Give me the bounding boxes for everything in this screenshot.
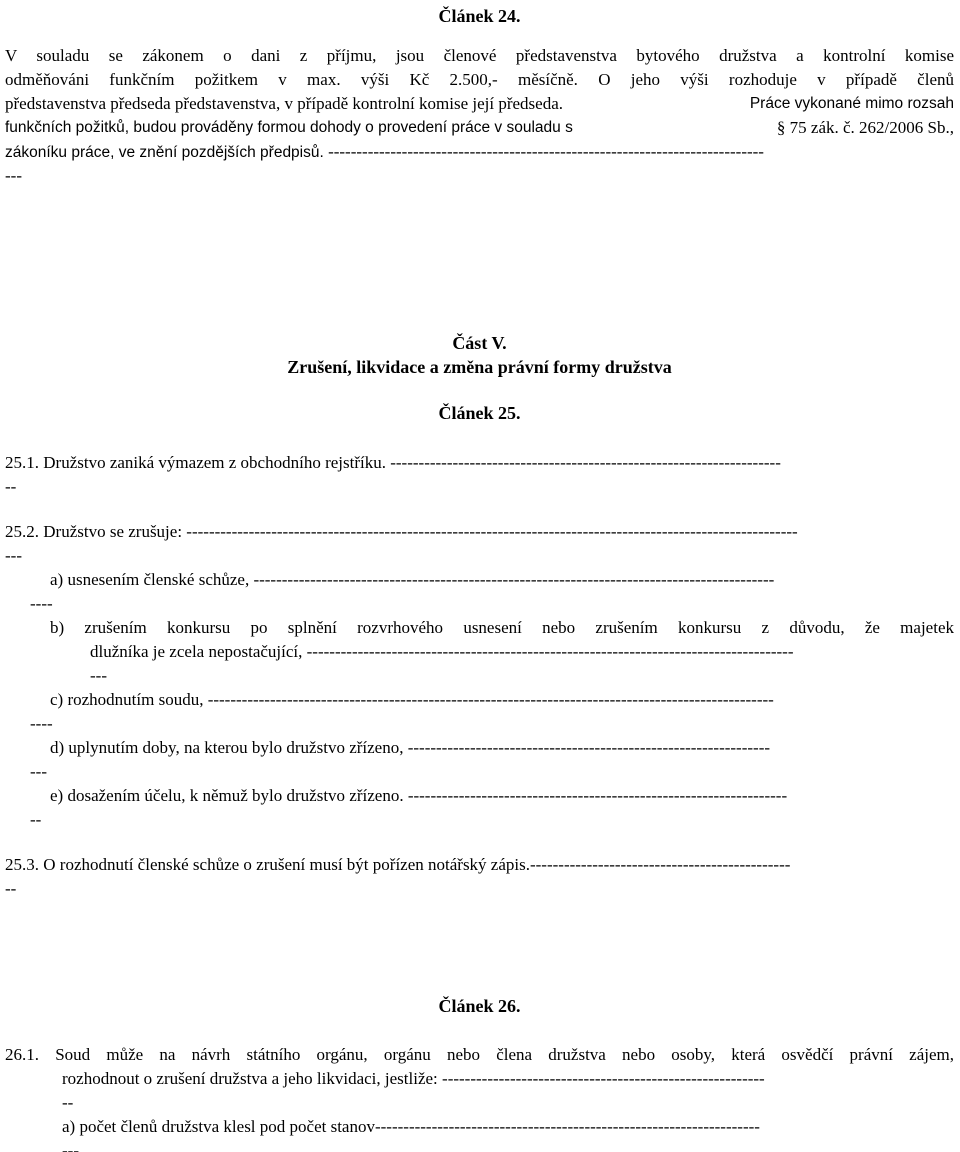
article-26-item-a-line-2: --- (62, 1141, 79, 1152)
article-25-item-b-line-3: --- (90, 666, 107, 685)
article-24-line-6: --- (5, 166, 22, 185)
article-25-p1 (5, 451, 954, 499)
article-25-item-b-line-2: dlužníka je zcela nepostačující, -------------------------------------------------------------------------------------- (90, 642, 794, 661)
article-24-line-1: V souladu se zákonem o dani z příjmu, jsou členové představenstva bytového družstva a kontrolní komise (5, 46, 954, 65)
article-24-line-3-serif: představenstva předseda představenstva, v případě kontrolní komise její předseda. (5, 94, 563, 113)
article-24-line-2: odměňováni funkčním požitkem v max. výši Kč 2.500,- měsíčně. O jeho výši rozhoduje v případě členů (5, 70, 954, 89)
article-25-p2-line-1: 25.2. Družstvo se zrušuje: ------------------------------------------------------------------------------------------------------------ (5, 522, 798, 541)
article-25-p2 (5, 520, 954, 568)
article-25-item-a-line-1: a) usnesením členské schůze, -------------------------------------------------------------------------------------------- (50, 570, 775, 589)
article-26-item-a-line-1: a) počet členů družstva klesl pod počet stanov-------------------------------------------------------------------- (62, 1117, 760, 1136)
article-26-p1 (5, 1043, 954, 1115)
article-25-item-b (5, 616, 954, 688)
article-25-item-a-line-2: ---- (30, 594, 53, 613)
part-5-title: Část V. (452, 333, 507, 353)
article-25-item-e (5, 784, 954, 832)
article-26-p1-line-1: 26.1. Soud může na návrh státního orgánu, orgánu nebo člena družstva nebo osoby, která osvědčí právní zájem, (5, 1045, 954, 1064)
article-25-item-b-line-1: b) zrušením konkursu po splnění rozvrhového usnesení nebo zrušením konkursu z důvodu, že majetek (50, 618, 954, 637)
article-25-p3-line-2: -- (5, 879, 17, 898)
article-25-item-d (5, 736, 954, 784)
article-24-line-3 (5, 92, 954, 116)
article-26-p1-line-3: -- (62, 1093, 74, 1112)
part-5-subtitle: Zrušení, likvidace a změna právní formy družstva (287, 357, 672, 377)
article-25-p3 (5, 853, 954, 901)
article-25-item-c-line-1: c) rozhodnutím soudu, ---------------------------------------------------------------------------------------------------- (50, 690, 774, 709)
article-26-title: Článek 26. (438, 996, 521, 1016)
article-25-item-d-line-1: d) uplynutím doby, na kterou bylo družstvo zřízeno, ---------------------------------------------------------------- (50, 738, 771, 757)
article-25-item-e-line-1: e) dosažením účelu, k němuž bylo družstvo zřízeno. ------------------------------------------------------------------- (50, 786, 788, 805)
article-24-line-5 (5, 140, 954, 164)
article-25-p3-line-1: 25.3. O rozhodnutí členské schůze o zrušení musí být pořízen notářský zápis.---------------------------------------------- (5, 855, 791, 874)
article-26-p1-line-2: rozhodnout o zrušení družstva a jeho likvidaci, jestliže: --------------------------------------------------------- (62, 1069, 765, 1088)
article-24-line-4-serif: § 75 zák. č. 262/2006 Sb., (776, 118, 954, 137)
article-24-body (5, 44, 954, 188)
article-25-p1-line-1: 25.1. Družstvo zaniká výmazem z obchodního rejstříku. --------------------------------------------------------------------- (5, 453, 781, 472)
article-25-title: Článek 25. (438, 403, 521, 423)
article-24-line-4 (5, 116, 954, 140)
article-25-p2-line-2: --- (5, 546, 22, 565)
article-24-line-5-dashes: ----------------------------------------------------------------------------- (328, 142, 764, 161)
article-25-item-e-line-2: -- (30, 810, 42, 829)
article-25-item-a (5, 568, 954, 616)
article-24-line-4-sans: funkčních požitků, budou prováděny formou dohody o provedení práce v souladu s (5, 119, 573, 136)
article-25-p1-line-2: -- (5, 477, 17, 496)
article-24-line-5-sans: zákoníku práce, ve znění pozdějších předpisů. (5, 144, 324, 161)
article-24-line-3-sans: Práce vykonané mimo rozsah (749, 95, 954, 112)
article-25-item-d-line-2: --- (30, 762, 47, 781)
article-25-item-c-line-2: ---- (30, 714, 53, 733)
article-24-title: Článek 24. (438, 6, 521, 26)
article-26-item-a (5, 1115, 954, 1152)
article-25-item-c (5, 688, 954, 736)
